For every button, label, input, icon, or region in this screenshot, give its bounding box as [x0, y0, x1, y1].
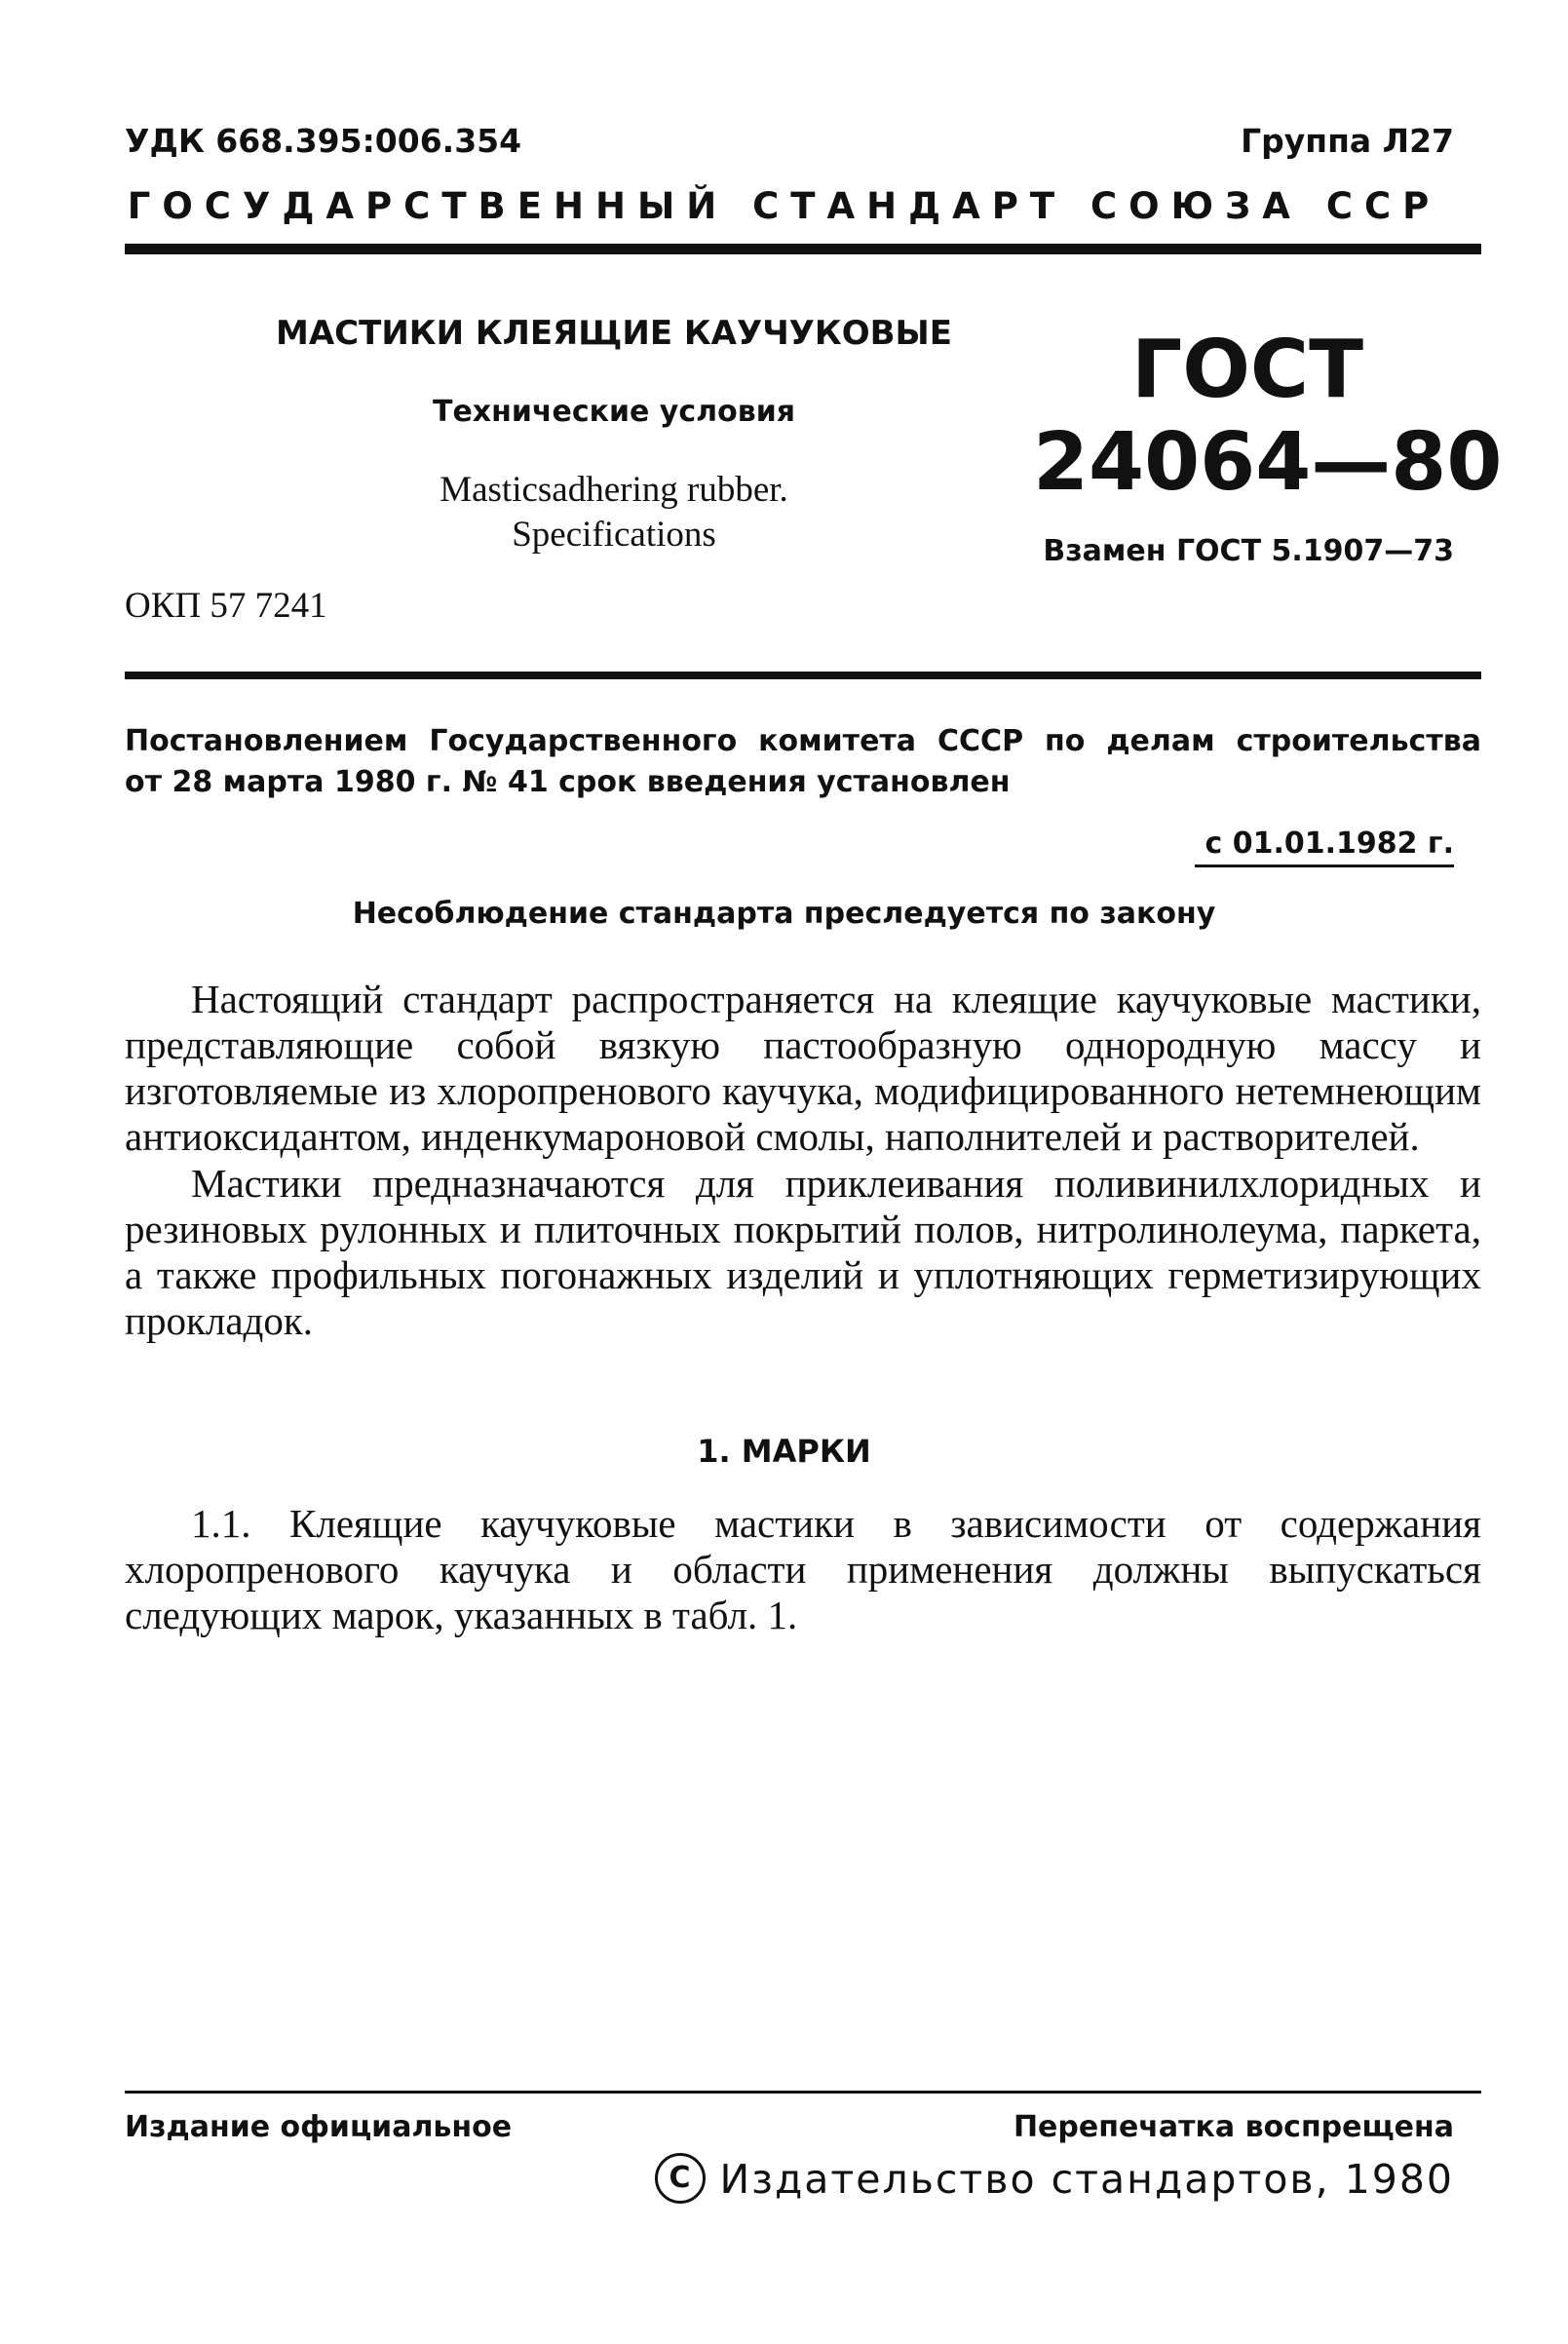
document-subtitle: Технические условия: [433, 395, 795, 429]
publisher-text: Издательство стандартов, 1980: [719, 2156, 1454, 2203]
decree-word: строительства: [1236, 724, 1481, 758]
body-paragraph: [125, 1161, 1481, 1344]
top-divider: [125, 244, 1481, 254]
state-standard-heading: ГОСУДАРСТВЕННЫЙ СТАНДАРТ СОЮЗА ССР: [127, 185, 1441, 227]
effective-date: с 01.01.1982 г.: [1195, 826, 1454, 867]
group-code: Группа Л27: [1241, 122, 1454, 160]
edition-note: Издание официальное: [125, 2110, 513, 2144]
body-paragraph: [125, 1501, 1481, 1638]
publisher-line: [655, 2156, 1454, 2208]
decree-line1: [125, 721, 1481, 762]
title-block-divider: [125, 672, 1481, 679]
decree-word: Постановлением: [125, 724, 408, 758]
document-title: МАСТИКИ КЛЕЯЩИЕ КАУЧУКОВЫЕ: [276, 314, 952, 353]
decree-line2: от 28 марта 1980 г. № 41 срок введения установлен: [125, 765, 1011, 799]
decree-word: делам: [1106, 724, 1215, 758]
footer-divider: [125, 2091, 1481, 2094]
decree-word: СССР: [937, 724, 1024, 758]
paragraph-text: Мастики предназначаются для приклеивания поливинилхлоридных и резиновых рулонных и плиточных покрытий полов, нитролинолеума, паркета, а также профильных погонажных изделий и уплотняющих герметизирующих прокладок.: [125, 1161, 1481, 1343]
copyright-icon: C: [655, 2153, 706, 2204]
section-heading: 1. МАРКИ: [697, 1433, 871, 1470]
english-title: [127, 468, 1101, 557]
decree-word: по: [1045, 724, 1086, 758]
paragraph-text: Настоящий стандарт распространяется на клеящие каучуковые мастики, представляющие собой вязкую пастообразную однородную массу и изготовляемые из хлоропренового каучука, модифицированного нетемнеющим антиоксидантом, инденкумароновой смолы, наполнителей и растворителей.: [125, 977, 1481, 1159]
replaces-note: Взамен ГОСТ 5.1907—73: [1043, 534, 1454, 568]
decree-word: комитета: [758, 724, 917, 758]
english-title-line2: Specifications: [512, 515, 716, 555]
penalty-notice: Несоблюдение стандарта преследуется по закону: [352, 897, 1216, 931]
decree-text: [125, 721, 1481, 803]
reprint-note: Перепечатка воспрещена: [1013, 2110, 1454, 2144]
okp-code: ОКП 57 7241: [125, 586, 327, 626]
body-paragraph: [125, 977, 1481, 1160]
decree-word: Государственного: [429, 724, 738, 758]
gost-number: 24064—80: [1033, 416, 1503, 509]
english-title-line1: Masticsadhering rubber.: [440, 470, 788, 510]
paragraph-text: 1.1. Клеящие каучуковые мастики в зависимости от содержания хлоропренового каучука и области применения должны выпускаться следующих марок, указанных в табл. 1.: [125, 1501, 1481, 1637]
gost-label: ГОСТ: [1130, 324, 1364, 416]
udc-code: УДК 668.395:006.354: [125, 122, 522, 160]
